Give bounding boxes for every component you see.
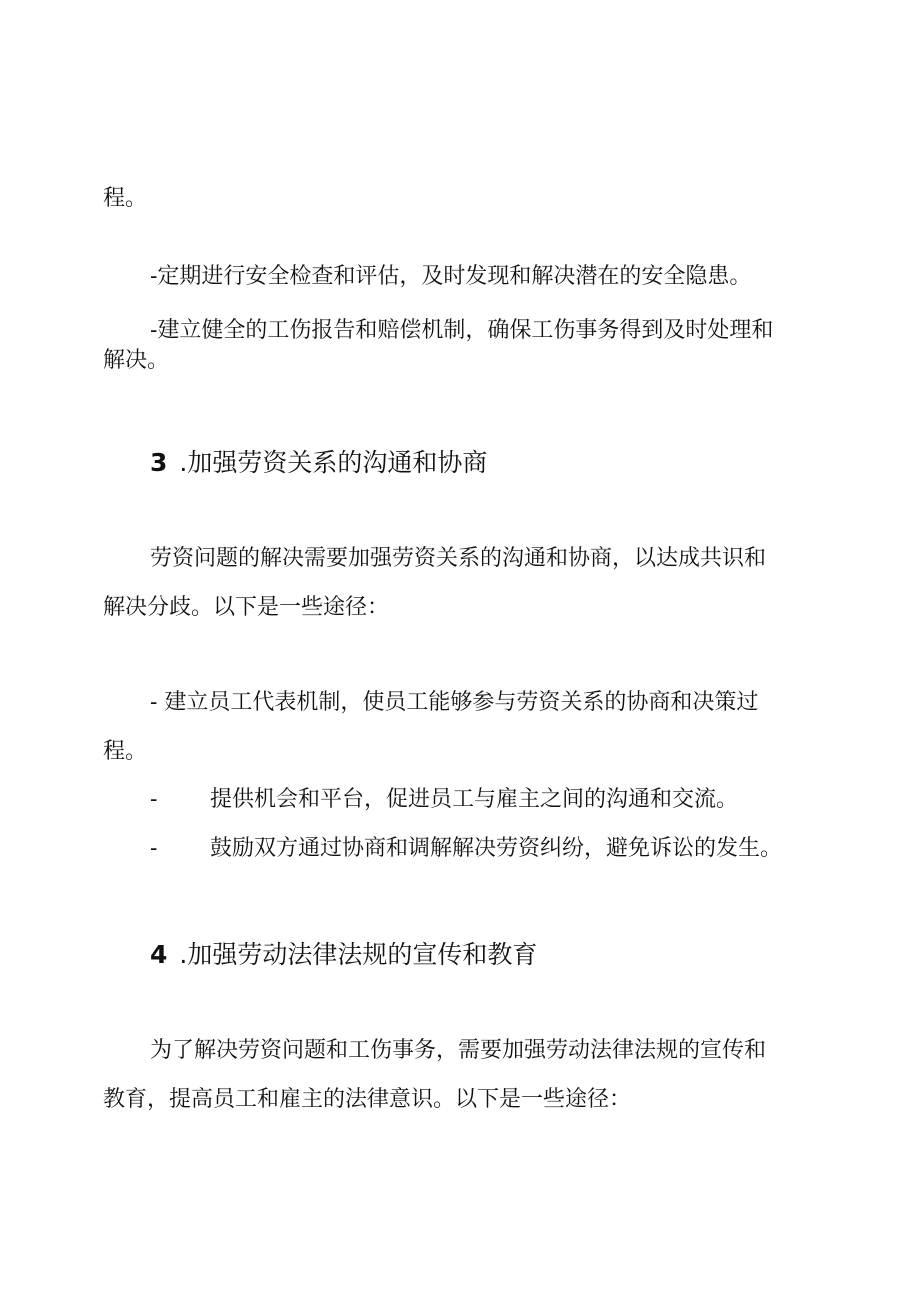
list-item <box>150 785 738 815</box>
section-number: 4 <box>150 940 168 969</box>
list-dash: - <box>150 836 158 861</box>
section-title: .加强劳动法律法规的宣传和教育 <box>179 940 538 969</box>
paragraph-continuation: 解决分歧。以下是一些途径： <box>103 595 390 620</box>
list-item: -定期进行安全检查和评估，及时发现和解决潜在的安全隐患。 <box>150 264 752 289</box>
list-item: -建立健全的工伤报告和赔偿机制，确保工伤事务得到及时处理和 <box>150 318 774 343</box>
section-heading-3 <box>150 446 487 480</box>
paragraph: 为了解决劳资问题和工伤事务，需要加强劳动法律法规的宣传和 <box>150 1038 767 1063</box>
list-item <box>150 834 782 864</box>
section-number: 3 <box>150 448 168 477</box>
list-item-continuation: 程。 <box>103 739 148 764</box>
list-item-text: 鼓励双方通过协商和调解解决劳资纠纷，避免诉讼的发生。 <box>210 836 783 861</box>
paragraph-fragment: 程。 <box>103 186 148 211</box>
list-dash: - <box>150 787 158 812</box>
section-title: .加强劳资关系的沟通和协商 <box>179 448 488 477</box>
paragraph: 劳资问题的解决需要加强劳资关系的沟通和协商，以达成共识和 <box>150 546 767 571</box>
list-item: - 建立员工代表机制，使员工能够参与劳资关系的协商和决策过 <box>150 690 759 715</box>
list-item-text: 提供机会和平台，促进员工与雇主之间的沟通和交流。 <box>210 787 739 812</box>
list-item-continuation: 解决。 <box>103 348 170 373</box>
paragraph-continuation: 教育，提高员工和雇主的法律意识。以下是一些途径： <box>103 1087 632 1112</box>
section-heading-4 <box>150 938 537 972</box>
